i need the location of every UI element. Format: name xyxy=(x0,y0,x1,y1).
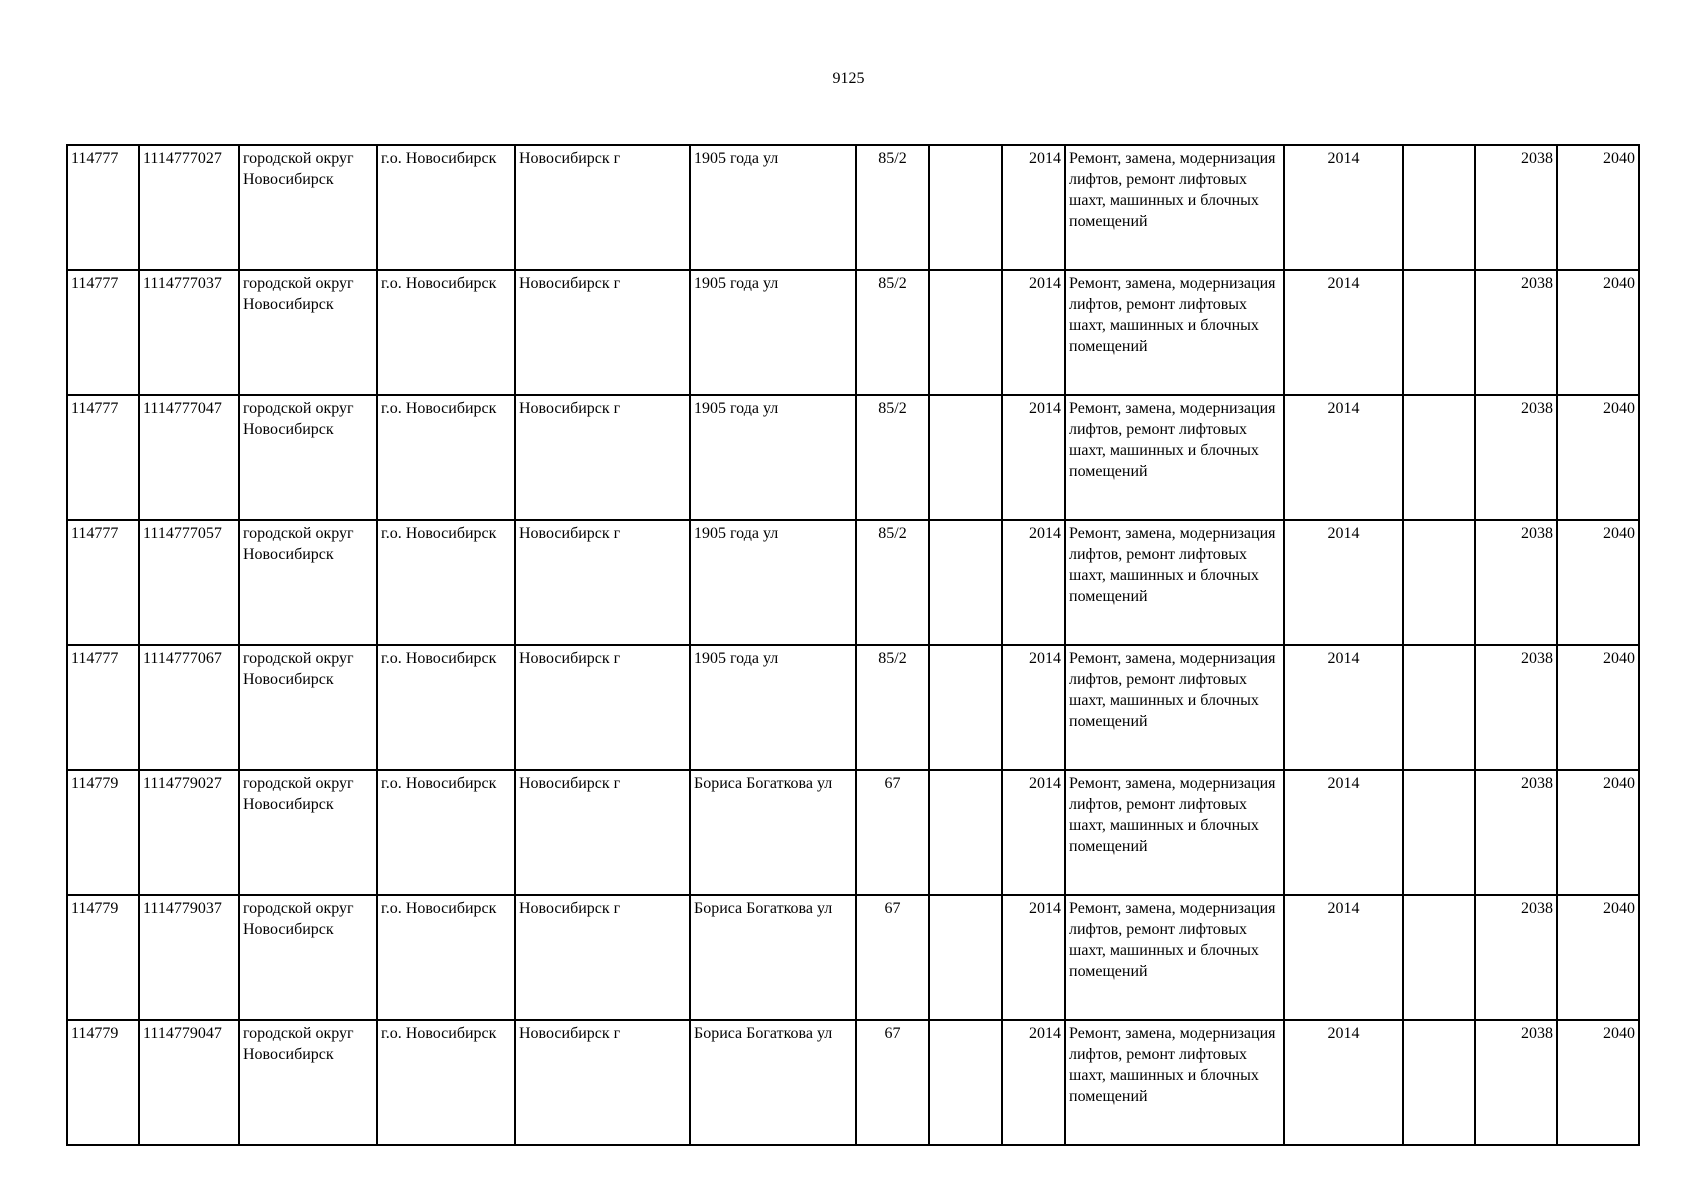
table-row xyxy=(67,1020,1639,1145)
cell-empty xyxy=(929,770,1002,895)
table-row xyxy=(67,895,1639,1020)
cell-city: Новосибирск г xyxy=(515,1020,690,1145)
cell-code: 1114779047 xyxy=(139,1020,239,1145)
cell-municipality: г.о. Новосибирск xyxy=(377,645,515,770)
cell-id: 114777 xyxy=(67,270,139,395)
cell-year-b: 2040 xyxy=(1557,520,1639,645)
cell-year-a: 2038 xyxy=(1475,1020,1557,1145)
cell-street: 1905 года ул xyxy=(690,270,856,395)
cell-empty xyxy=(1403,770,1475,895)
cell-id: 114777 xyxy=(67,520,139,645)
cell-year-a: 2038 xyxy=(1475,520,1557,645)
cell-municipality: г.о. Новосибирск xyxy=(377,895,515,1020)
cell-house: 85/2 xyxy=(856,520,929,645)
table-row xyxy=(67,645,1639,770)
cell-year-work: 2014 xyxy=(1284,770,1403,895)
cell-id: 114777 xyxy=(67,645,139,770)
table-body xyxy=(67,145,1639,1145)
cell-year-b: 2040 xyxy=(1557,1020,1639,1145)
cell-year-a: 2038 xyxy=(1475,770,1557,895)
cell-city: Новосибирск г xyxy=(515,395,690,520)
cell-year-start: 2014 xyxy=(1002,520,1065,645)
cell-municipality: г.о. Новосибирск xyxy=(377,520,515,645)
cell-district: городской округ Новосибирск xyxy=(239,895,377,1020)
cell-city: Новосибирск г xyxy=(515,895,690,1020)
table-row xyxy=(67,770,1639,895)
cell-year-b: 2040 xyxy=(1557,145,1639,270)
cell-district: городской округ Новосибирск xyxy=(239,770,377,895)
cell-empty xyxy=(929,145,1002,270)
cell-empty xyxy=(929,270,1002,395)
cell-empty xyxy=(929,645,1002,770)
cell-municipality: г.о. Новосибирск xyxy=(377,270,515,395)
cell-year-work: 2014 xyxy=(1284,520,1403,645)
cell-house: 85/2 xyxy=(856,395,929,520)
cell-municipality: г.о. Новосибирск xyxy=(377,1020,515,1145)
cell-year-start: 2014 xyxy=(1002,270,1065,395)
cell-district: городской округ Новосибирск xyxy=(239,395,377,520)
cell-district: городской округ Новосибирск xyxy=(239,145,377,270)
cell-year-a: 2038 xyxy=(1475,395,1557,520)
cell-municipality: г.о. Новосибирск xyxy=(377,145,515,270)
cell-id: 114779 xyxy=(67,895,139,1020)
page-number: 9125 xyxy=(832,70,865,87)
cell-district: городской округ Новосибирск xyxy=(239,645,377,770)
cell-empty xyxy=(929,395,1002,520)
cell-id: 114777 xyxy=(67,395,139,520)
cell-work-type: Ремонт, замена, модернизация лифтов, ремонт лифтовых шахт, машинных и блочных помещений xyxy=(1065,520,1284,645)
cell-empty xyxy=(1403,395,1475,520)
cell-year-b: 2040 xyxy=(1557,895,1639,1020)
cell-city: Новосибирск г xyxy=(515,645,690,770)
table-row xyxy=(67,395,1639,520)
cell-empty xyxy=(929,895,1002,1020)
cell-year-start: 2014 xyxy=(1002,1020,1065,1145)
cell-district: городской округ Новосибирск xyxy=(239,270,377,395)
cell-street: Бориса Богаткова ул xyxy=(690,895,856,1020)
cell-year-start: 2014 xyxy=(1002,895,1065,1020)
cell-city: Новосибирск г xyxy=(515,270,690,395)
cell-year-start: 2014 xyxy=(1002,645,1065,770)
cell-work-type: Ремонт, замена, модернизация лифтов, ремонт лифтовых шахт, машинных и блочных помещений xyxy=(1065,895,1284,1020)
cell-house: 67 xyxy=(856,770,929,895)
cell-house: 67 xyxy=(856,1020,929,1145)
cell-empty xyxy=(1403,270,1475,395)
cell-year-work: 2014 xyxy=(1284,395,1403,520)
cell-year-work: 2014 xyxy=(1284,145,1403,270)
cell-street: 1905 года ул xyxy=(690,395,856,520)
cell-code: 1114777027 xyxy=(139,145,239,270)
cell-city: Новосибирск г xyxy=(515,770,690,895)
cell-year-a: 2038 xyxy=(1475,645,1557,770)
cell-year-start: 2014 xyxy=(1002,395,1065,520)
cell-city: Новосибирск г xyxy=(515,520,690,645)
registry-table xyxy=(66,144,1640,1146)
cell-house: 85/2 xyxy=(856,645,929,770)
cell-district: городской округ Новосибирск xyxy=(239,520,377,645)
cell-empty xyxy=(929,520,1002,645)
cell-year-start: 2014 xyxy=(1002,145,1065,270)
cell-year-work: 2014 xyxy=(1284,270,1403,395)
cell-empty xyxy=(1403,645,1475,770)
cell-empty xyxy=(929,1020,1002,1145)
cell-work-type: Ремонт, замена, модернизация лифтов, ремонт лифтовых шахт, машинных и блочных помещений xyxy=(1065,645,1284,770)
cell-municipality: г.о. Новосибирск xyxy=(377,770,515,895)
cell-work-type: Ремонт, замена, модернизация лифтов, ремонт лифтовых шахт, машинных и блочных помещений xyxy=(1065,770,1284,895)
cell-empty xyxy=(1403,1020,1475,1145)
cell-empty xyxy=(1403,520,1475,645)
cell-id: 114779 xyxy=(67,1020,139,1145)
cell-year-b: 2040 xyxy=(1557,770,1639,895)
cell-work-type: Ремонт, замена, модернизация лифтов, ремонт лифтовых шахт, машинных и блочных помещений xyxy=(1065,1020,1284,1145)
cell-year-a: 2038 xyxy=(1475,145,1557,270)
cell-code: 1114779037 xyxy=(139,895,239,1020)
cell-year-work: 2014 xyxy=(1284,1020,1403,1145)
table-row xyxy=(67,270,1639,395)
cell-year-a: 2038 xyxy=(1475,895,1557,1020)
cell-municipality: г.о. Новосибирск xyxy=(377,395,515,520)
table-row xyxy=(67,145,1639,270)
cell-code: 1114779027 xyxy=(139,770,239,895)
cell-year-start: 2014 xyxy=(1002,770,1065,895)
cell-street: 1905 года ул xyxy=(690,645,856,770)
cell-house: 85/2 xyxy=(856,270,929,395)
cell-year-b: 2040 xyxy=(1557,645,1639,770)
cell-code: 1114777047 xyxy=(139,395,239,520)
cell-empty xyxy=(1403,145,1475,270)
cell-street: Бориса Богаткова ул xyxy=(690,1020,856,1145)
cell-year-b: 2040 xyxy=(1557,395,1639,520)
cell-street: Бориса Богаткова ул xyxy=(690,770,856,895)
cell-code: 1114777057 xyxy=(139,520,239,645)
cell-code: 1114777037 xyxy=(139,270,239,395)
cell-year-b: 2040 xyxy=(1557,270,1639,395)
cell-id: 114779 xyxy=(67,770,139,895)
cell-year-a: 2038 xyxy=(1475,270,1557,395)
cell-house: 85/2 xyxy=(856,145,929,270)
cell-work-type: Ремонт, замена, модернизация лифтов, ремонт лифтовых шахт, машинных и блочных помещений xyxy=(1065,145,1284,270)
cell-code: 1114777067 xyxy=(139,645,239,770)
cell-work-type: Ремонт, замена, модернизация лифтов, ремонт лифтовых шахт, машинных и блочных помещений xyxy=(1065,270,1284,395)
cell-street: 1905 года ул xyxy=(690,520,856,645)
cell-year-work: 2014 xyxy=(1284,895,1403,1020)
cell-city: Новосибирск г xyxy=(515,145,690,270)
cell-street: 1905 года ул xyxy=(690,145,856,270)
cell-house: 67 xyxy=(856,895,929,1020)
cell-empty xyxy=(1403,895,1475,1020)
cell-work-type: Ремонт, замена, модернизация лифтов, ремонт лифтовых шахт, машинных и блочных помещений xyxy=(1065,395,1284,520)
cell-id: 114777 xyxy=(67,145,139,270)
cell-year-work: 2014 xyxy=(1284,645,1403,770)
table-row xyxy=(67,520,1639,645)
cell-district: городской округ Новосибирск xyxy=(239,1020,377,1145)
